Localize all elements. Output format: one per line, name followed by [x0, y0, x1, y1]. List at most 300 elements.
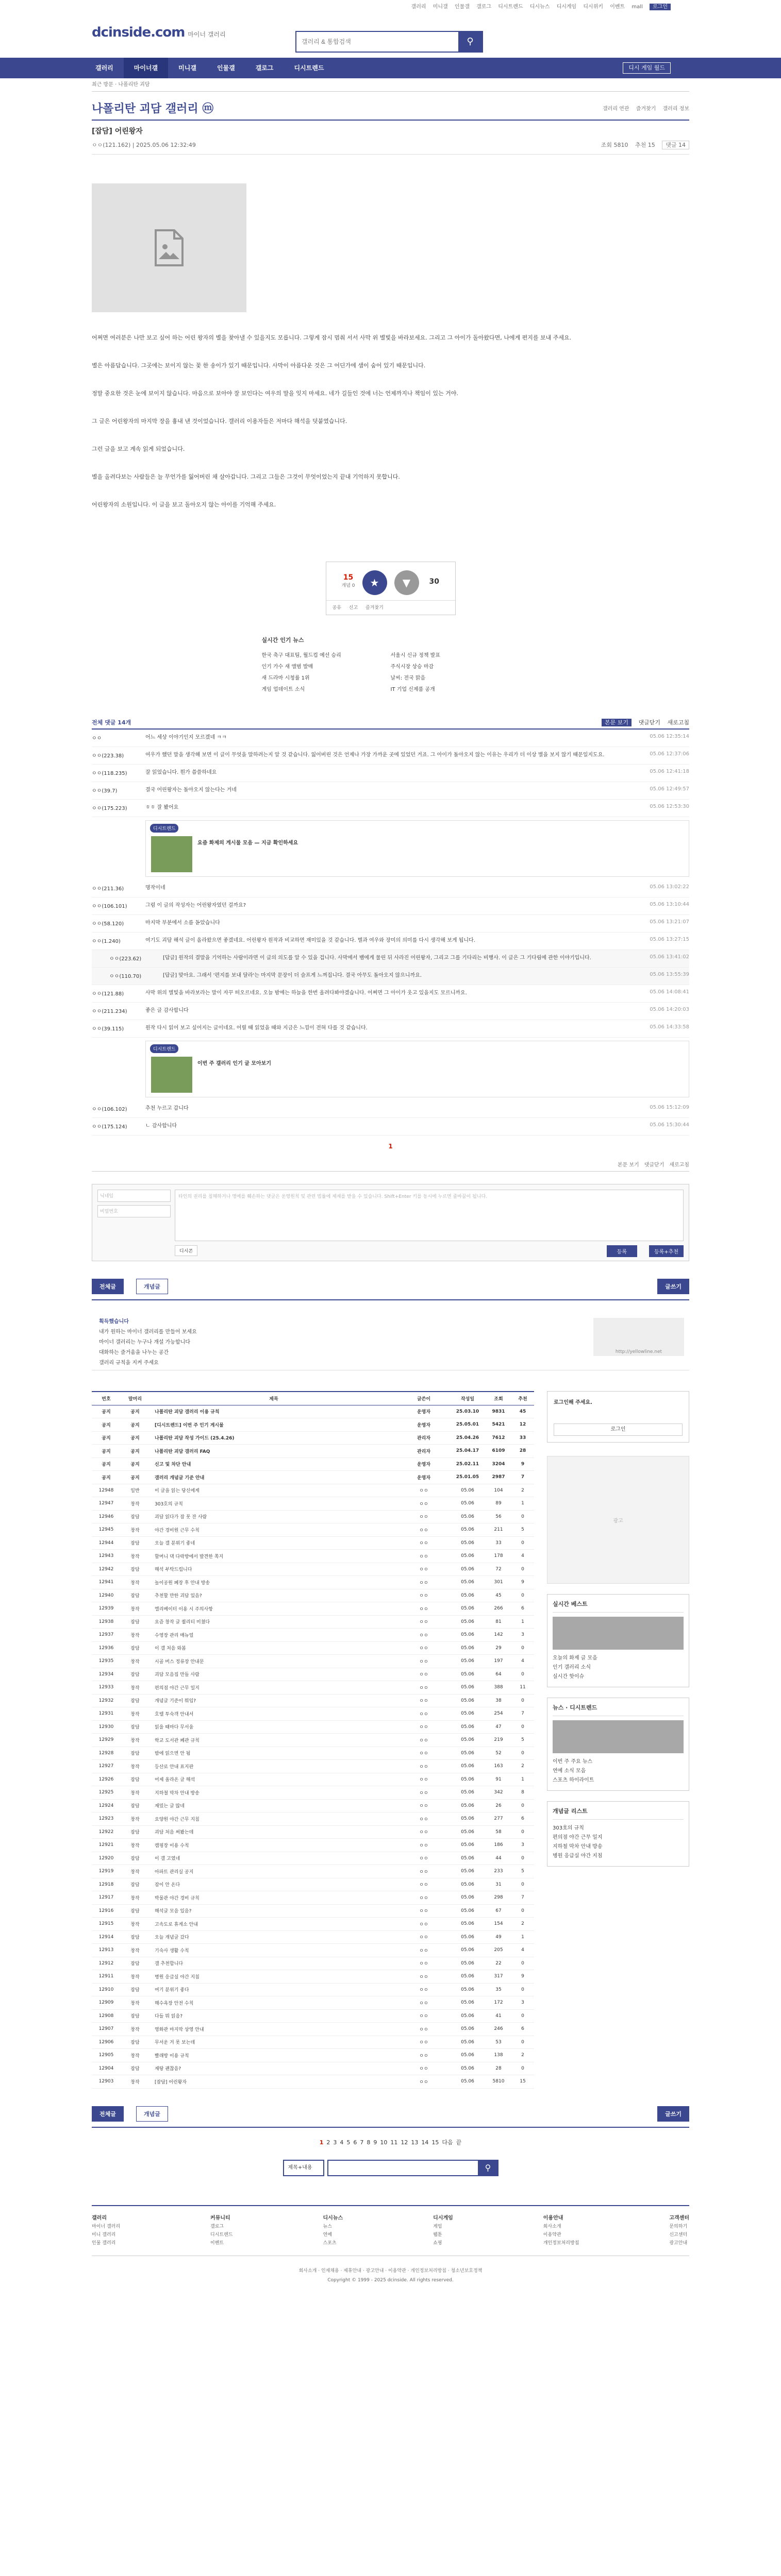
cell-writer[interactable]: ㅇㅇ — [398, 1891, 450, 1905]
cell-subject[interactable]: 무서운 거 못 보는데 — [149, 2036, 398, 2049]
bookmark-button[interactable]: 즐겨찾기 — [365, 605, 384, 611]
cell-writer[interactable]: ㅇㅇ — [398, 2062, 450, 2075]
cell-subject[interactable]: 밤에 읽으면 안 됨 — [149, 1747, 398, 1760]
best-thumbnail[interactable] — [553, 1617, 684, 1650]
box-item[interactable]: 스포츠 하이라이트 — [553, 1777, 594, 1783]
cell-subject[interactable]: 어제 올라온 글 해석 — [149, 1773, 398, 1786]
table-row[interactable] — [92, 1431, 534, 1445]
cell-writer[interactable]: ㅇㅇ — [398, 1536, 450, 1550]
cell-subject[interactable]: 괴담 읽다가 잠 못 잔 사람 — [149, 1510, 398, 1523]
comment-author[interactable]: ㅇㅇ(39.115) — [92, 1026, 124, 1032]
search-input[interactable] — [296, 32, 456, 52]
table-row[interactable] — [92, 1865, 534, 1878]
cell-writer[interactable]: ㅇㅇ — [398, 1786, 450, 1800]
dccon-button[interactable]: 디시콘 — [175, 1245, 197, 1256]
password-field[interactable]: 비밀번호 — [97, 1205, 171, 1217]
cell-writer[interactable]: ㅇㅇ — [398, 1602, 450, 1616]
footer-link[interactable]: 신고센터 — [669, 2232, 688, 2238]
cell-subject[interactable]: 병원 응급실 야간 지침 — [149, 1970, 398, 1984]
cell-subject[interactable]: 할머니 댁 다락방에서 발견한 쪽지 — [149, 1550, 398, 1563]
footer-link[interactable]: 스포츠 — [323, 2240, 337, 2246]
table-row[interactable] — [92, 1563, 534, 1576]
cell-subject[interactable]: 오늘 갤 분위기 좋네 — [149, 1536, 398, 1550]
page-link[interactable]: 11 — [390, 2139, 398, 2146]
cell-views: 49 — [486, 1930, 511, 1944]
nav-item[interactable]: 갤로그 — [255, 64, 274, 72]
comment-close[interactable]: 댓글닫기 — [638, 719, 660, 726]
table-row[interactable] — [92, 1957, 534, 1970]
table-row[interactable] — [92, 1668, 534, 1681]
footer-link[interactable]: 뉴스 — [323, 2224, 332, 2229]
comment-author[interactable]: ㅇㅇ(39.7) — [92, 788, 118, 794]
comment-author[interactable]: ㅇㅇ(211.36) — [92, 886, 124, 892]
trend-ad-box[interactable] — [145, 820, 689, 877]
cell-views: 388 — [486, 1681, 511, 1694]
table-row[interactable] — [92, 1930, 534, 1944]
cell-subject[interactable]: 신고 및 차단 안내 — [149, 1458, 398, 1471]
table-row[interactable] — [92, 1707, 534, 1721]
cell-writer[interactable]: ㅇㅇ — [398, 2023, 450, 2036]
trend-text[interactable]: 요즘 화제의 게시물 모음 — 지금 확인하세요 — [197, 840, 298, 846]
page-next[interactable]: 다음 — [442, 2139, 453, 2146]
table-row[interactable] — [92, 2075, 534, 2089]
footer-link[interactable]: 연예 — [323, 2232, 332, 2238]
table-row[interactable] — [92, 1720, 534, 1734]
cell-writer[interactable]: ㅇㅇ — [398, 1996, 450, 2010]
cell-writer[interactable]: 관리자 — [398, 1431, 450, 1445]
search-type-select[interactable]: 제목+내용 — [283, 2160, 324, 2176]
write-button[interactable]: 글쓰기 — [657, 2106, 689, 2122]
comment-submit-recommend-button[interactable]: 등록+추천 — [649, 1245, 684, 1257]
comment-author[interactable]: ㅇㅇ(121.88) — [92, 991, 124, 997]
footer-policy-links[interactable]: 회사소개 · 인재채용 · 제휴안내 · 광고안내 · 이용약관 · 개인정보처리방침 · 청소년보호정책 — [298, 2268, 483, 2274]
login-box-button[interactable]: 로그인 — [554, 1423, 683, 1436]
table-row[interactable] — [92, 1471, 534, 1484]
cell-subject[interactable]: 여기 분위기 좋다 — [149, 1983, 398, 1996]
cell-subject[interactable]: 추천할 만한 괴담 있음? — [149, 1589, 398, 1602]
table-row[interactable] — [92, 1694, 534, 1707]
top-link[interactable]: 이벤트 — [610, 4, 625, 10]
cell-subject[interactable]: 이 글을 읽는 당신에게 — [149, 1484, 398, 1497]
cell-writer[interactable]: ㅇㅇ — [398, 1852, 450, 1865]
page-link[interactable]: 5 — [346, 2139, 351, 2146]
box-item[interactable]: 이번 주 주요 뉴스 — [553, 1759, 593, 1765]
box-item[interactable]: 병원 응급실 야간 지침 — [553, 1853, 603, 1859]
cell-num: 12941 — [92, 1576, 121, 1589]
box-item[interactable]: 실시간 핫이슈 — [553, 1674, 585, 1680]
cell-writer[interactable]: ㅇㅇ — [398, 1918, 450, 1931]
cell-writer[interactable]: ㅇㅇ — [398, 2049, 450, 2062]
table-row[interactable] — [92, 1786, 534, 1800]
table-row[interactable] — [92, 1760, 534, 1773]
cell-subject[interactable]: 수영장 관리 매뉴얼 — [149, 1629, 398, 1642]
nav-item[interactable]: 미니갤 — [178, 64, 196, 72]
site-logo[interactable]: dcinside.com 마이너 갤러리 — [92, 25, 226, 40]
footer-link[interactable]: 인물 갤러리 — [92, 2240, 116, 2246]
not-recommend-button[interactable]: ▼ — [394, 570, 419, 595]
box-item[interactable]: 오늘의 화제 글 모음 — [553, 1655, 597, 1661]
table-row[interactable] — [92, 1536, 534, 1550]
popular-item[interactable]: 인기 가수 새 앨범 발매 — [261, 664, 313, 670]
game-world-button[interactable]: 디시 게임 월드 — [623, 62, 671, 74]
cell-subject[interactable]: 잠이 안 온다 — [149, 1878, 398, 1891]
popular-item[interactable]: IT 기업 신제품 공개 — [390, 687, 435, 692]
comment-textarea[interactable]: 타인의 권리를 침해하거나 명예를 훼손하는 댓글은 운영원칙 및 관련 법률에 제재를 받을 수 있습니다. Shift+Enter 키를 동시에 누르면 줄바꿈이 됩니다. — [175, 1190, 684, 1241]
top-link[interactable]: 인물갤 — [454, 4, 470, 10]
cell-writer[interactable]: 운영자 — [398, 1405, 450, 1418]
page-link[interactable]: 4 — [340, 2139, 344, 2146]
table-row[interactable] — [92, 1825, 534, 1839]
table-row[interactable] — [92, 1799, 534, 1812]
table-row[interactable] — [92, 2062, 534, 2075]
cell-writer[interactable]: ㅇㅇ — [398, 1563, 450, 1576]
cell-writer[interactable]: ㅇㅇ — [398, 1957, 450, 1970]
popular-item[interactable]: 게임 업데이트 소식 — [261, 687, 305, 692]
table-row[interactable] — [92, 1918, 534, 1931]
box-item[interactable]: 303호의 규칙 — [553, 1825, 584, 1831]
cell-writer[interactable]: 운영자 — [398, 1471, 450, 1484]
table-row[interactable] — [92, 2023, 534, 2036]
cell-writer[interactable]: ㅇㅇ — [398, 1812, 450, 1826]
cell-subject[interactable]: 야간 경비원 근무 수칙 — [149, 1523, 398, 1537]
table-row[interactable] — [92, 1484, 534, 1497]
comment-author[interactable]: ㅇㅇ(223.38) — [92, 753, 124, 759]
page-link[interactable]: 15 — [431, 2139, 439, 2146]
cell-subject[interactable]: 괴담 처음 써봤는데 — [149, 1825, 398, 1839]
cell-subject[interactable]: 시골 버스 정류장 안내문 — [149, 1655, 398, 1668]
cell-subject[interactable]: 기숙사 생활 수칙 — [149, 1944, 398, 1957]
page-link[interactable]: 14 — [421, 2139, 429, 2146]
footer-link[interactable]: 개인정보처리방침 — [543, 2240, 579, 2246]
popular-item[interactable]: 날씨: 전국 맑음 — [390, 675, 426, 681]
cell-writer[interactable]: ㅇㅇ — [398, 1930, 450, 1944]
comment-submit-button[interactable]: 등록 — [607, 1245, 637, 1257]
all-posts-button[interactable]: 전체글 — [92, 1279, 124, 1294]
cell-subject[interactable]: 호텔 투숙객 안내서 — [149, 1707, 398, 1721]
cell-views: 81 — [486, 1615, 511, 1629]
table-row[interactable] — [92, 1550, 534, 1563]
page-link[interactable]: 1 — [319, 2139, 324, 2146]
cell-recommend: 11 — [511, 1681, 534, 1694]
nickname-field[interactable]: 닉네임 — [97, 1190, 171, 1202]
comment-author[interactable]: ㅇㅇ(110.70) — [109, 974, 142, 979]
table-row[interactable] — [92, 1445, 534, 1458]
page-link[interactable]: 9 — [373, 2139, 377, 2146]
post-author[interactable]: ㅇㅇ(121.162) — [92, 142, 131, 148]
cell-subject[interactable]: 해수욕장 안전 수칙 — [149, 1996, 398, 2010]
table-row[interactable] — [92, 1615, 534, 1629]
search-icon[interactable]: ⚲ — [478, 2160, 498, 2176]
cell-writer[interactable]: 관리자 — [398, 1445, 450, 1458]
cell-writer[interactable]: ㅇㅇ — [398, 1747, 450, 1760]
cell-writer[interactable]: ㅇㅇ — [398, 1799, 450, 1812]
cell-writer[interactable]: ㅇㅇ — [398, 1983, 450, 1996]
trend-ad-box[interactable] — [145, 1041, 689, 1097]
gallery-action[interactable]: 갤러리 연관 — [603, 106, 629, 112]
footer-link[interactable]: 이용약관 — [543, 2232, 561, 2238]
cell-subject[interactable]: 편의점 야간 근무 일지 — [149, 1681, 398, 1694]
cell-writer[interactable]: ㅇㅇ — [398, 1484, 450, 1497]
cell-subject[interactable]: 괴담 모음집 만들 사람 — [149, 1668, 398, 1681]
cell-subject[interactable]: 요즘 창작 글 퀄리티 미쳤다 — [149, 1615, 398, 1629]
comment-author[interactable]: ㅇㅇ(106.102) — [92, 1107, 127, 1112]
table-row[interactable] — [92, 1878, 534, 1891]
nav-item-active[interactable]: 마이너갤 — [124, 58, 168, 78]
box-item[interactable]: 지하철 막차 안내 방송 — [553, 1844, 603, 1850]
cell-subject[interactable]: 갤 추천합니다 — [149, 1957, 398, 1970]
top-link[interactable]: 디시트렌드 — [498, 4, 523, 10]
footer-link[interactable]: 미니 갤러리 — [92, 2232, 116, 2238]
cell-writer[interactable]: 운영자 — [398, 1418, 450, 1432]
cell-subject[interactable]: 요양원 야간 근무 지침 — [149, 1812, 398, 1826]
cell-writer[interactable]: ㅇㅇ — [398, 1629, 450, 1642]
top-link[interactable]: 갤러리 — [411, 4, 426, 10]
cell-subject[interactable]: 나폴리탄 괴담 갤러리 FAQ — [149, 1445, 398, 1458]
table-row[interactable] — [92, 2009, 534, 2023]
footer-link[interactable]: 갤로그 — [210, 2224, 224, 2229]
report-button[interactable]: 신고 — [348, 605, 358, 611]
cell-subject[interactable]: 영화관 마지막 상영 안내 — [149, 2023, 398, 2036]
footer-link[interactable]: 쇼핑 — [433, 2240, 442, 2246]
table-row[interactable] — [92, 1773, 534, 1786]
cell-writer[interactable]: ㅇㅇ — [398, 1576, 450, 1589]
comment-view-body[interactable]: 본문 보기 — [617, 1162, 639, 1168]
table-row[interactable] — [92, 1747, 534, 1760]
cell-subject[interactable]: 재밌는 글 많네 — [149, 1799, 398, 1812]
write-button[interactable]: 글쓰기 — [657, 1279, 689, 1294]
table-row[interactable] — [92, 1405, 534, 1418]
page-link[interactable]: 8 — [367, 2139, 371, 2146]
table-row[interactable] — [92, 1497, 534, 1511]
page-link[interactable]: 13 — [411, 2139, 419, 2146]
side-ad[interactable]: 광고 — [547, 1456, 689, 1584]
table-row[interactable] — [92, 1734, 534, 1747]
share-button[interactable]: 공유 — [332, 605, 341, 611]
cell-subject[interactable]: 이 갤 고였네 — [149, 1852, 398, 1865]
comment-author[interactable]: ㅇㅇ — [92, 736, 102, 741]
table-row[interactable] — [92, 1602, 534, 1616]
cell-subject[interactable]: 갤러리 개념글 기준 안내 — [149, 1471, 398, 1484]
comment-count-button[interactable]: 댓글 14 — [662, 141, 689, 149]
cell-writer[interactable]: ㅇㅇ — [398, 1944, 450, 1957]
top-link[interactable]: 디시위키 — [583, 4, 604, 10]
top-link[interactable]: mall — [632, 4, 643, 10]
notice-ad[interactable]: http://yellowline.net — [593, 1318, 684, 1356]
table-row[interactable] — [92, 1510, 534, 1523]
cell-subject[interactable]: 읽을 때마다 무서움 — [149, 1720, 398, 1734]
cell-subject[interactable]: 재탕 괜찮음? — [149, 2062, 398, 2075]
trend-text[interactable]: 이번 주 갤러리 인기 글 모아보기 — [197, 1061, 271, 1066]
cell-writer[interactable]: ㅇㅇ — [398, 1773, 450, 1786]
comment-author[interactable]: ㅇㅇ(58.120) — [92, 921, 124, 927]
table-row[interactable] — [92, 1904, 534, 1918]
comment-author[interactable]: ㅇㅇ(1.240) — [92, 939, 121, 944]
cell-writer[interactable]: ㅇㅇ — [398, 1760, 450, 1773]
cell-writer[interactable]: ㅇㅇ — [398, 1523, 450, 1537]
page-link[interactable]: 7 — [360, 2139, 364, 2146]
cell-writer[interactable]: ㅇㅇ — [398, 1641, 450, 1655]
page-link[interactable]: 12 — [401, 2139, 408, 2146]
table-row[interactable] — [92, 1655, 534, 1668]
comment-author[interactable]: ㅇㅇ(223.62) — [109, 956, 142, 962]
table-row[interactable] — [92, 1812, 534, 1826]
nav-item[interactable]: 디시트렌드 — [294, 64, 324, 72]
table-row[interactable] — [92, 1944, 534, 1957]
cell-subject[interactable]: 놀이공원 폐장 후 안내 방송 — [149, 1576, 398, 1589]
cell-subject[interactable]: 고속도로 휴게소 안내 — [149, 1918, 398, 1931]
cell-writer[interactable]: 운영자 — [398, 1458, 450, 1471]
comment-refresh[interactable]: 새로고침 — [667, 719, 689, 726]
comment-author[interactable]: ㅇㅇ(175.124) — [92, 1124, 127, 1130]
comment-header — [92, 716, 689, 730]
popular-item[interactable]: 서울시 신규 정책 발표 — [390, 653, 440, 658]
box-item[interactable]: 편의점 야간 근무 일지 — [553, 1835, 603, 1840]
table-row[interactable] — [92, 1576, 534, 1589]
gallery-action[interactable]: 즐겨찾기 — [636, 106, 656, 112]
cell-writer[interactable]: ㅇㅇ — [398, 1550, 450, 1563]
table-row[interactable] — [92, 1681, 534, 1694]
cell-subject[interactable]: 지하철 막차 안내 방송 — [149, 1786, 398, 1800]
table-row[interactable] — [92, 1852, 534, 1865]
table-row[interactable] — [92, 1523, 534, 1537]
notice-line[interactable]: 내가 원하는 마이너 갤러리를 만들어 보세요 — [99, 1329, 197, 1335]
table-row[interactable] — [92, 1891, 534, 1905]
table-row[interactable] — [92, 2049, 534, 2062]
all-posts-button[interactable]: 전체글 — [92, 2106, 124, 2122]
hot-posts-button[interactable]: 개념글 — [136, 1279, 168, 1294]
table-row[interactable] — [92, 1629, 534, 1642]
table-row[interactable] — [92, 1983, 534, 1996]
cell-writer[interactable]: ㅇㅇ — [398, 2009, 450, 2023]
gallery-action[interactable]: 갤러리 정보 — [662, 106, 689, 112]
cell-writer[interactable]: ㅇㅇ — [398, 1615, 450, 1629]
search-icon[interactable]: ⚲ — [458, 32, 482, 52]
cell-writer[interactable]: ㅇㅇ — [398, 1589, 450, 1602]
cell-recommend: 3 — [511, 1629, 534, 1642]
bottom-search-input[interactable] — [327, 2160, 482, 2176]
nav-item[interactable]: 인물갤 — [217, 64, 235, 72]
cell-subject[interactable]: 캠핑장 이용 수칙 — [149, 1839, 398, 1852]
news-thumbnail[interactable] — [553, 1720, 684, 1753]
cell-writer[interactable]: ㅇㅇ — [398, 1825, 450, 1839]
cell-subject[interactable]: 아파트 관리실 공지 — [149, 1865, 398, 1878]
cell-subject[interactable]: 엘리베이터 이용 시 주의사항 — [149, 1602, 398, 1616]
cell-writer[interactable]: ㅇㅇ — [398, 1497, 450, 1511]
comment-pager[interactable]: 1 — [388, 1143, 393, 1150]
page-link[interactable]: 10 — [380, 2139, 388, 2146]
cell-subject[interactable]: 이 갤 처음 와봄 — [149, 1641, 398, 1655]
cell-writer[interactable]: ㅇㅇ — [398, 1510, 450, 1523]
cell-writer[interactable]: ㅇㅇ — [398, 1904, 450, 1918]
comment-author[interactable]: ㅇㅇ(118.235) — [92, 771, 127, 776]
page-link[interactable]: 6 — [353, 2139, 357, 2146]
comment-date: 05.06 14:33:58 — [650, 1024, 689, 1030]
top-link[interactable]: 디시게임 — [556, 4, 577, 10]
cell-subject[interactable]: 빨래방 이용 규칙 — [149, 2049, 398, 2062]
popular-item[interactable]: 한국 축구 대표팀, 월드컵 예선 승리 — [261, 653, 341, 658]
page-link[interactable]: 3 — [333, 2139, 337, 2146]
cell-subject[interactable]: [잡담] 어린왕자 — [149, 2075, 398, 2089]
cell-writer[interactable]: ㅇㅇ — [398, 1734, 450, 1747]
cell-subject[interactable]: 해석글 모음 있음? — [149, 1904, 398, 1918]
cell-subject[interactable]: 나폴리탄 괴담 갤러리 이용 규칙 — [149, 1405, 398, 1418]
page-last[interactable]: 끝 — [456, 2139, 462, 2146]
table-row[interactable] — [92, 1589, 534, 1602]
comment-view-body[interactable]: 본문 보기 — [602, 719, 632, 726]
box-item[interactable]: 연예 소식 모음 — [553, 1768, 586, 1774]
footer-link[interactable]: 문의하기 — [669, 2224, 688, 2229]
footer-link[interactable]: 광고안내 — [669, 2240, 688, 2246]
cell-subject[interactable]: 등산로 안내 표지판 — [149, 1760, 398, 1773]
cell-writer[interactable]: ㅇㅇ — [398, 1681, 450, 1694]
footer-link[interactable]: 마이너 갤러리 — [92, 2224, 121, 2229]
cell-subject[interactable]: 해석 부탁드립니다 — [149, 1563, 398, 1576]
login-button[interactable]: 로그인 — [650, 4, 671, 10]
table-row[interactable] — [92, 1641, 534, 1655]
footer-link[interactable]: 웹툰 — [433, 2232, 442, 2238]
cell-subject[interactable]: 303호의 규칙 — [149, 1497, 398, 1511]
notice-line[interactable]: 대화하는 즐거움을 나누는 공간 — [99, 1350, 169, 1355]
page-link[interactable]: 2 — [326, 2139, 330, 2146]
comment-author[interactable]: ㅇㅇ(175.223) — [92, 806, 127, 811]
comment-author[interactable]: ㅇㅇ(106.101) — [92, 904, 127, 909]
gallery-title[interactable]: 나폴리탄 괴담 갤러리 ⓜ — [92, 103, 214, 115]
cell-writer[interactable]: ㅇㅇ — [398, 1720, 450, 1734]
cell-subject[interactable]: 오늘 개념글 갔다 — [149, 1930, 398, 1944]
top-link[interactable]: 미니갤 — [433, 4, 448, 10]
comment-refresh[interactable]: 새로고침 — [669, 1162, 689, 1168]
table-row[interactable] — [92, 1418, 534, 1432]
comment-author[interactable]: ㅇㅇ(211.234) — [92, 1009, 127, 1014]
popular-item[interactable]: 주식시장 상승 마감 — [390, 664, 434, 670]
footer-link[interactable]: 디시트렌드 — [210, 2232, 233, 2238]
popular-item[interactable]: 새 드라마 시청률 1위 — [261, 675, 310, 681]
table-row[interactable] — [92, 1970, 534, 1984]
cell-writer[interactable]: ㅇㅇ — [398, 2075, 450, 2089]
table-row[interactable] — [92, 2036, 534, 2049]
top-link[interactable]: 디시뉴스 — [529, 4, 550, 10]
cell-writer[interactable]: ㅇㅇ — [398, 1878, 450, 1891]
table-row[interactable] — [92, 1839, 534, 1852]
cell-writer[interactable]: ㅇㅇ — [398, 1970, 450, 1984]
table-row[interactable] — [92, 1458, 534, 1471]
cell-writer[interactable]: ㅇㅇ — [398, 1668, 450, 1681]
breadcrumb[interactable]: 최근 방문 · 나폴리탄 괴담 — [92, 78, 689, 92]
footer-link[interactable]: 이벤트 — [210, 2240, 224, 2246]
nav-item[interactable]: 갤러리 — [95, 64, 113, 72]
cell-subject[interactable]: 나폴리탄 괴담 작성 가이드 (25.4.26) — [149, 1431, 398, 1445]
cell-writer[interactable]: ㅇㅇ — [398, 1694, 450, 1707]
cell-writer[interactable]: ㅇㅇ — [398, 1655, 450, 1668]
cell-subject[interactable]: 학교 도서관 폐관 규칙 — [149, 1734, 398, 1747]
cell-writer[interactable]: ㅇㅇ — [398, 1707, 450, 1721]
cell-subject[interactable]: 박물관 야간 경비 규칙 — [149, 1891, 398, 1905]
top-link[interactable]: 갤로그 — [476, 4, 492, 10]
footer-link[interactable]: 게임 — [433, 2224, 442, 2229]
cell-subject[interactable]: [디시트렌드] 이번 주 인기 게시물 — [149, 1418, 398, 1432]
cell-writer[interactable]: ㅇㅇ — [398, 2036, 450, 2049]
footer-link[interactable]: 회사소개 — [543, 2224, 561, 2229]
comment-close[interactable]: 댓글닫기 — [644, 1162, 664, 1168]
cell-writer[interactable]: ㅇㅇ — [398, 1865, 450, 1878]
table-row[interactable] — [92, 1996, 534, 2010]
cell-subject[interactable]: 다들 뭐 읽음? — [149, 2009, 398, 2023]
cell-subject[interactable]: 개념글 기준이 뭐임? — [149, 1694, 398, 1707]
box-item[interactable]: 인기 갤러리 소식 — [553, 1665, 591, 1670]
hot-posts-button[interactable]: 개념글 — [136, 2106, 168, 2122]
recommend-button[interactable]: ★ — [362, 570, 387, 595]
cell-writer[interactable]: ㅇㅇ — [398, 1839, 450, 1852]
